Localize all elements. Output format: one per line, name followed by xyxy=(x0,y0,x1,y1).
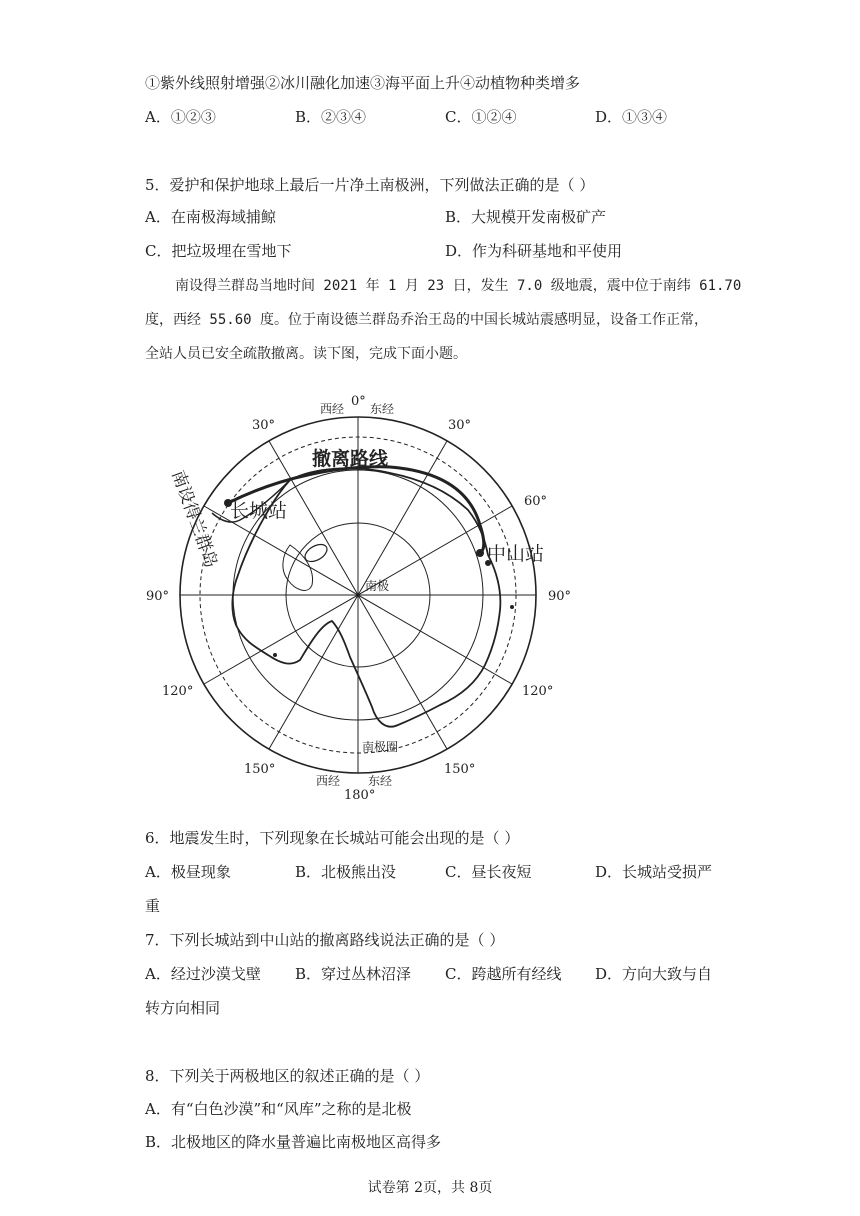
q5-stem: 5．爱护和保护地球上最后一片净土南极洲，下列做法正确的是（ ） xyxy=(145,176,595,194)
q6-stem: 6．地震发生时，下列现象在长城站可能会出现的是（ ） xyxy=(145,829,520,847)
q6-option-d-wrap: 重 xyxy=(145,897,161,915)
q8-option-a: A．有“白色沙漠”和“风库”之称的是北极 xyxy=(145,1100,412,1118)
q8-stem: 8．下列关于两极地区的叙述正确的是（ ） xyxy=(145,1067,430,1085)
q5-option-c: C．把垃圾埋在雪地下 xyxy=(145,242,292,260)
label-west-bottom: 西经 xyxy=(316,774,341,788)
q4-option-b: B．②③④ xyxy=(295,108,367,126)
q4-option-d: D．①③④ xyxy=(595,108,668,126)
label-180: 180° xyxy=(344,788,376,803)
label-route: 撤离路线 xyxy=(312,448,389,470)
q6-option-a: A．极昼现象 xyxy=(145,863,231,881)
q4-option-a: A．①②③ xyxy=(145,108,216,126)
q8-option-b: B．北极地区的降水量普遍比南极地区高得多 xyxy=(145,1133,442,1151)
q4-stem: ①紫外线照射增强②冰川融化加速③海平面上升④动植物种类增多 xyxy=(145,74,581,92)
q7-option-a: A．经过沙漠戈壁 xyxy=(145,965,261,983)
q4-option-c: C．①②④ xyxy=(445,108,517,126)
q6-option-b: B．北极熊出没 xyxy=(295,863,397,881)
label-90-left: 90° xyxy=(146,589,170,604)
label-nanshe: 南设得兰群岛 xyxy=(167,467,221,571)
q7-option-c: C．跨越所有经线 xyxy=(445,965,562,983)
label-60: 60° xyxy=(524,494,548,509)
island-dot-3 xyxy=(273,653,277,657)
passage-line-1: 南设得兰群岛当地时间 2021 年 1 月 23 日，发生 7.0 级地震，震中位于南纬 61.70 xyxy=(175,278,742,294)
label-southpole: 南极 xyxy=(365,579,390,593)
label-90-right: 90° xyxy=(548,589,572,604)
label-30-right: 30° xyxy=(448,418,472,433)
label-west-top: 西经 xyxy=(320,402,345,416)
zhongshan-station-dot xyxy=(476,549,484,557)
q5-option-a: A．在南极海域捕鲸 xyxy=(145,208,276,226)
page-footer: 试卷第 2页，共 8页 xyxy=(367,1180,493,1196)
label-150-right: 150° xyxy=(444,762,476,777)
q5-option-b: B．大规模开发南极矿产 xyxy=(445,208,607,226)
q7-option-d-wrap: 转方向相同 xyxy=(145,999,221,1017)
label-changcheng: 长城站 xyxy=(230,500,288,522)
label-150-left: 150° xyxy=(244,762,276,777)
q7-stem: 7．下列长城站到中山站的撤离路线说法正确的是（ ） xyxy=(145,931,505,949)
label-0: 0° xyxy=(351,394,366,409)
q6-option-d: D．长城站受损严 xyxy=(595,863,713,881)
label-zhongshan: 中山站 xyxy=(487,543,545,565)
label-120-right: 120° xyxy=(522,684,554,699)
q7-option-d: D．方向大致与自 xyxy=(595,965,713,983)
antarctica-map xyxy=(140,385,580,805)
label-30-left: 30° xyxy=(252,418,276,433)
q7-option-b: B．穿过丛林沼泽 xyxy=(295,965,412,983)
q5-option-d: D．作为科研基地和平使用 xyxy=(445,242,623,260)
label-east-bottom: 东经 xyxy=(368,774,393,788)
label-east-top: 东经 xyxy=(370,402,395,416)
island-dot-2 xyxy=(510,605,514,609)
q6-option-c: C．昼长夜短 xyxy=(445,863,532,881)
label-120-left: 120° xyxy=(162,684,194,699)
passage-line-3: 全站人员已安全疏散撤离。读下图，完成下面小题。 xyxy=(145,346,467,362)
label-antarctic-circle: 南极圈 xyxy=(362,740,399,754)
passage-line-2: 度，西经 55.60 度。位于南设德兰群岛乔治王岛的中国长城站震感明显，设备工作正常， xyxy=(145,312,708,328)
